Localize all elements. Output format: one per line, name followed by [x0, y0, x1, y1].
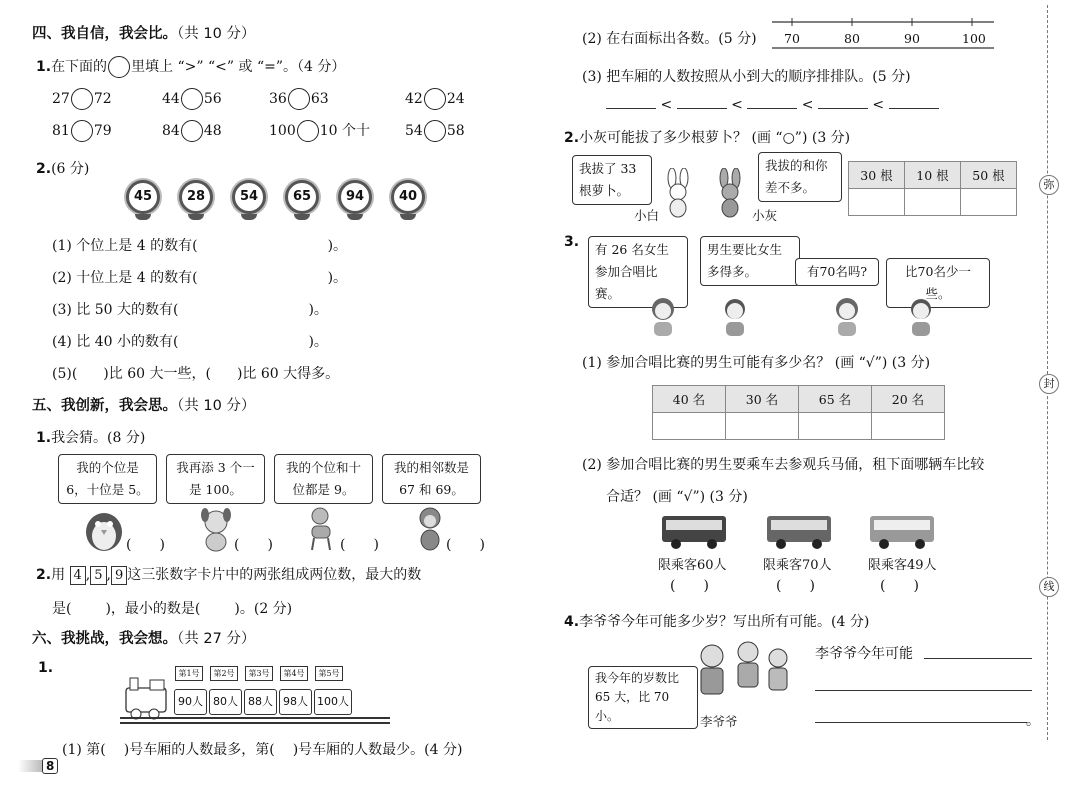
number-badge: 40	[391, 180, 425, 214]
locomotive-icon	[122, 672, 172, 722]
answer-circle-icon	[108, 56, 130, 78]
option-30: 30 根	[849, 162, 905, 189]
seal-char: 封	[1039, 374, 1059, 394]
number-badge: 28	[179, 180, 213, 214]
bubble-boy-2: 比70名少一些。	[886, 258, 990, 308]
option-50: 50 根	[961, 162, 1017, 189]
car-flag: 第5号	[315, 666, 343, 681]
option-30: 30 名	[726, 386, 799, 413]
answer-paren: ( )	[446, 537, 485, 553]
card-question: 2.用 4 , 5 , 9 这三张数字卡片中的两张组成两位数，最大的数	[36, 567, 422, 583]
left-operand: 36	[269, 91, 287, 107]
guess-instruction: 1.我会猜。(8 分)	[36, 430, 146, 446]
option-20: 20 名	[872, 386, 945, 413]
tick-label: 70	[784, 31, 800, 46]
train-car-5: 100人	[314, 689, 352, 715]
comparison-item	[405, 88, 465, 110]
section-6-title: 六、我挑战，我会想。（共 27 分）	[32, 631, 256, 647]
right-operand: 24	[446, 91, 465, 107]
boy-icon	[718, 296, 752, 338]
right-operand: 72	[93, 91, 112, 107]
carrot-question: 2.小灰可能拔了多少根萝卜？ (画 “○”) (3 分)	[564, 130, 851, 146]
grandpa-group-icon	[690, 640, 800, 706]
answer-line[interactable]	[815, 690, 1032, 691]
right-operand: 58	[446, 123, 465, 139]
comparison-item	[162, 120, 222, 142]
bus-icon	[868, 514, 938, 550]
rabbit-white-icon	[660, 168, 696, 218]
answer-circle-icon[interactable]	[297, 120, 319, 142]
q2-sub2: (2) 十位上是 4 的数有( )。	[52, 270, 348, 286]
left-operand: 42	[405, 91, 423, 107]
left-operand: 84	[162, 123, 180, 139]
train-car-4: 98人	[279, 689, 312, 715]
car-flag: 第4号	[280, 666, 308, 681]
answer-period: 。	[1026, 713, 1040, 729]
answer-cell[interactable]	[799, 413, 872, 440]
tick-label: 80	[844, 31, 860, 46]
q63-text: (3) 把车厢的人数按照从小到大的顺序排排队。(5 分)	[582, 69, 911, 85]
comparison-item	[162, 88, 222, 110]
answer-circle-icon[interactable]	[424, 120, 446, 142]
section-4-title: 四、我自信，我会比。（共 10 分）	[32, 26, 256, 42]
q2-heading: 2.(6 分)	[36, 161, 90, 177]
section-5-title: 五、我创新，我会思。（共 10 分）	[32, 398, 256, 414]
q2-sub1: (1) 个位上是 4 的数有( )。	[52, 238, 348, 254]
comparison-item	[269, 120, 370, 142]
girl-icon	[646, 296, 680, 338]
answer-cell[interactable]	[653, 413, 726, 440]
number-badge: 65	[285, 180, 319, 214]
car-flag: 第1号	[175, 666, 203, 681]
page-number: 8	[42, 758, 58, 774]
seal-char: 线	[1039, 577, 1059, 597]
boy-icon	[904, 296, 938, 338]
car-flag: 第2号	[210, 666, 238, 681]
right-operand: 10 个十	[319, 123, 370, 139]
answer-circle-icon[interactable]	[71, 120, 93, 142]
grandpa-name: 李爷爷	[700, 714, 738, 729]
choir-q1: (1) 参加合唱比赛的男生可能有多少名？ (画 “√”) (3 分)	[582, 355, 931, 371]
bubble-girl-2: 有70名吗?	[795, 258, 879, 286]
choir-question-label: 3.	[564, 234, 580, 250]
left-operand: 44	[162, 91, 180, 107]
bubble-girl-1: 有 26 名女生参加合唱比赛。	[588, 236, 688, 308]
girl-icon	[830, 296, 864, 338]
option-40: 40 名	[653, 386, 726, 413]
answer-paren: ( )	[670, 578, 709, 594]
comparison-item	[52, 88, 112, 110]
answer-paren: ( )	[340, 537, 379, 553]
digit-card: 9	[111, 566, 127, 585]
number-badge: 54	[232, 180, 266, 214]
answer-cell[interactable]	[849, 189, 905, 216]
answer-cell[interactable]	[905, 189, 961, 216]
left-operand: 100	[269, 123, 296, 139]
rabbit-grey-icon	[710, 168, 750, 218]
digit-card: 4	[70, 566, 86, 585]
comparison-item	[405, 120, 465, 142]
q2-sub5: (5)( )比 60 大一些，( )比 60 大得多。	[52, 366, 340, 382]
riddle-bubble-4: 我的相邻数是 67 和 69。	[382, 454, 481, 504]
monkey-icon	[410, 504, 450, 552]
q2-sub3: (3) 比 50 大的数有( )。	[52, 302, 328, 318]
answer-cell[interactable]	[961, 189, 1017, 216]
number-badge: 45	[126, 180, 160, 214]
right-operand: 79	[93, 123, 112, 139]
answer-paren: ( )	[234, 537, 273, 553]
bus-capacity: 限乘客70人	[763, 558, 832, 573]
age-question: 4.李爷爷今年可能多少岁？写出所有可能。(4 分)	[564, 614, 870, 630]
option-10: 10 根	[905, 162, 961, 189]
q2-sub4: (4) 比 40 小的数有( )。	[52, 334, 328, 350]
answer-paren: ( )	[880, 578, 919, 594]
name-xiaohui: 小灰	[752, 208, 778, 223]
answer-circle-icon[interactable]	[181, 120, 203, 142]
answer-circle-icon[interactable]	[71, 88, 93, 110]
bubble-xiaohui: 我拔的和你差不多。	[758, 152, 842, 202]
answer-cell[interactable]	[726, 413, 799, 440]
answer-circle-icon[interactable]	[424, 88, 446, 110]
q1-instruction: 1.在下面的 里填上 “>” “<” 或 “=”。（4 分）	[36, 56, 345, 78]
choir-q2-line2: 合适？ (画 “√”) (3 分)	[606, 489, 748, 505]
right-operand: 56	[203, 91, 222, 107]
train-car-2: 80人	[209, 689, 242, 715]
answer-paren: ( )	[126, 537, 165, 553]
carrot-options-table	[848, 161, 1017, 216]
comparison-item	[52, 120, 112, 142]
seal-char: 弥	[1039, 175, 1059, 195]
deer-icon	[302, 504, 342, 552]
age-answer-label: 李爷爷今年可能	[815, 646, 913, 662]
answer-circle-icon[interactable]	[181, 88, 203, 110]
comparison-item	[269, 88, 329, 110]
seal-dashed-line	[1047, 5, 1048, 740]
answer-cell[interactable]	[872, 413, 945, 440]
riddle-bubble-1: 我的个位是 6，十位是 5。	[58, 454, 157, 504]
card-answer-line: 是( )，最小的数是( )。(2 分)	[52, 601, 293, 617]
digit-card: 5	[90, 566, 106, 585]
right-operand: 48	[203, 123, 222, 139]
train-car-3: 88人	[244, 689, 277, 715]
train-question-label: 1.	[38, 660, 54, 676]
number-badge: 94	[338, 180, 372, 214]
name-xiaobai: 小白	[634, 208, 660, 223]
penguin-icon	[82, 506, 126, 552]
bus-capacity: 限乘客60人	[658, 558, 727, 573]
answer-circle-icon[interactable]	[288, 88, 310, 110]
bus-capacity: 限乘客49人	[868, 558, 937, 573]
tick-label: 100	[962, 31, 986, 46]
riddle-bubble-2: 我再添 3 个一是 100。	[166, 454, 265, 504]
boys-options-table	[652, 385, 945, 440]
q62-text: (2) 在右面标出各数。(5 分)	[582, 31, 757, 47]
tick-label: 90	[904, 31, 920, 46]
train-car-1: 90人	[174, 689, 207, 715]
bus-icon	[765, 514, 835, 550]
dog-icon	[196, 506, 236, 552]
left-operand: 81	[52, 123, 70, 139]
answer-paren: ( )	[776, 578, 815, 594]
page-tab	[18, 760, 42, 772]
train-track	[120, 717, 390, 724]
order-blanks: < < < <	[606, 97, 939, 113]
riddle-bubble-3: 我的个位和十位都是 9。	[274, 454, 373, 504]
choir-q2-line1: (2) 参加合唱比赛的男生要乘车去参观兵马俑，租下面哪辆车比较	[582, 457, 985, 473]
left-operand: 27	[52, 91, 70, 107]
answer-line[interactable]	[815, 722, 1027, 723]
bubble-boy-1: 男生要比女生多得多。	[700, 236, 800, 286]
car-flag: 第3号	[245, 666, 273, 681]
bus-icon	[660, 514, 730, 550]
right-operand: 63	[310, 91, 329, 107]
answer-line[interactable]	[924, 658, 1032, 659]
option-65: 65 名	[799, 386, 872, 413]
train-question-1: (1) 第( )号车厢的人数最多，第( )号车厢的人数最少。(4 分)	[62, 742, 463, 758]
left-operand: 54	[405, 123, 423, 139]
bubble-xiaobai: 我拔了 33 根萝卜。	[572, 155, 652, 205]
bubble-grandpa: 我今年的岁数比 65 大，比 70 小。	[588, 666, 698, 729]
